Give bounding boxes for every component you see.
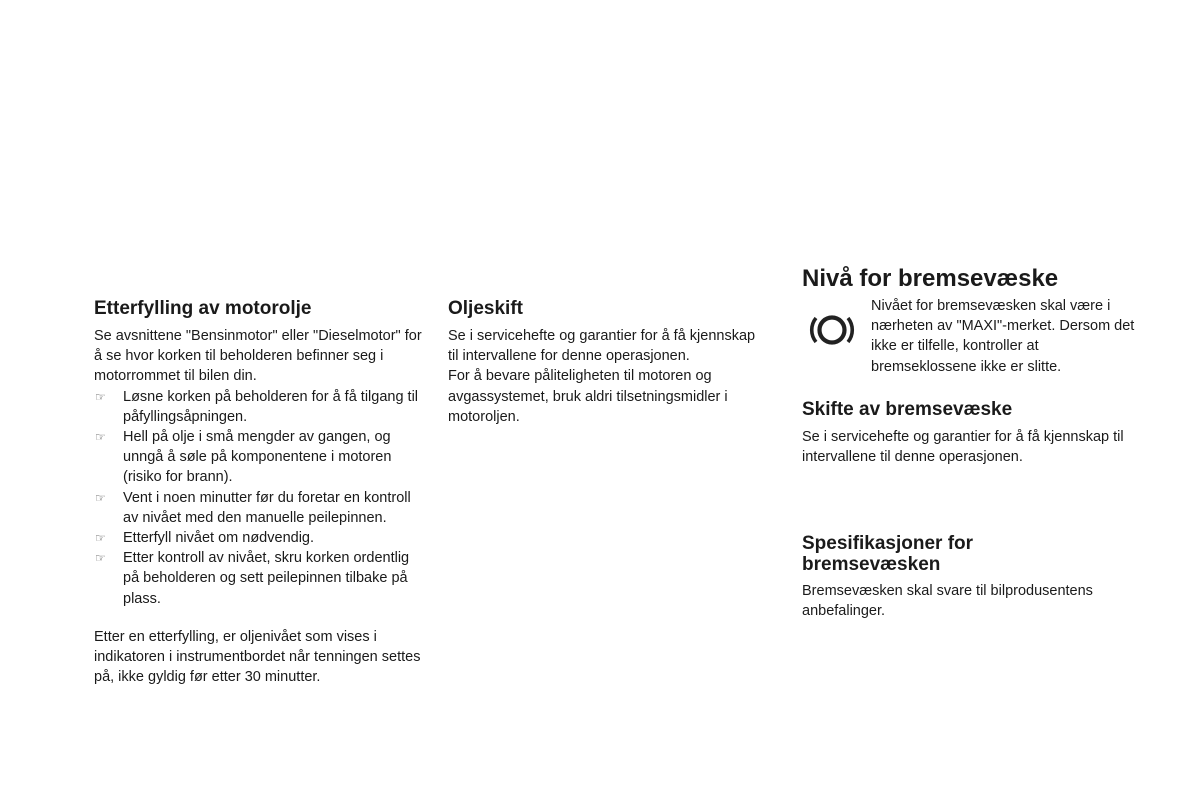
pointing-hand-icon: ☞ — [95, 531, 106, 546]
warning-block — [802, 296, 1147, 377]
list-item — [94, 488, 429, 528]
section-title: Oljeskift — [448, 298, 523, 319]
body-text: Se i servicehefte og garantier for å få kjennskap til intervallene for denne operasjonen. — [448, 328, 756, 365]
step-text: Hell på olje i små mengder av gangen, og unngå å søle på komponentene i motoren (risiko for brann). — [123, 429, 392, 486]
body-text: Bremsevæsken skal svare til bilprodusentens anbefalinger. — [802, 583, 1093, 620]
body-text: Nivået for bremsevæsken skal være i nærheten av "MAXI"-merket. Dersom det ikke er tilfelle, kontroller at bremseklossene ikke er slitte. — [871, 298, 1135, 375]
section-title: Skifte av bremsevæske — [802, 398, 1013, 420]
brake-fluid-column — [802, 264, 1147, 622]
section-title: Etterfylling av motorolje — [94, 298, 312, 319]
note-text: Etter en etterfylling, er oljenivået som vises i indikatoren i instrumentbordet når tenningen settes på, ikke gyldig før etter 30 minutter. — [94, 628, 421, 686]
steps-list — [94, 387, 429, 609]
spacer — [94, 609, 429, 627]
list-item — [94, 427, 429, 488]
pointing-hand-icon: ☞ — [95, 430, 106, 445]
brake-warning-icon — [802, 300, 862, 360]
list-item — [94, 387, 429, 427]
section-oil-change — [448, 298, 763, 427]
section-brake-fluid-spec — [802, 533, 1147, 621]
section-title — [802, 533, 1147, 575]
step-text: Vent i noen minutter før du foretar en kontroll av nivået med den manuelle peilepinnen. — [123, 489, 411, 526]
section-title-line: Spesifikasjoner for — [802, 533, 974, 555]
section-brake-fluid-change — [802, 399, 1147, 467]
step-text: Etter kontroll av nivået, skru korken ordentlig på beholderen og sett peilepinnen tilbake på plass. — [123, 550, 410, 607]
body-text: For å bevare påliteligheten til motoren og avgassystemet, bruk aldri tilsetningsmidler i motoroljen. — [448, 368, 728, 425]
section-engine-oil-topup — [94, 298, 429, 687]
list-item — [94, 548, 429, 609]
pointing-hand-icon: ☞ — [95, 551, 106, 566]
page-title: Nivå for bremsevæske — [802, 265, 1059, 292]
step-text: Etterfyll nivået om nødvendig. — [123, 530, 315, 547]
pointing-hand-icon: ☞ — [95, 389, 106, 404]
section-brake-fluid-level — [802, 264, 1147, 377]
body-text: Se i servicehefte og garantier for å få kjennskap til intervallene til denne operasjonen. — [802, 428, 1124, 466]
section-title-line: bremsevæsken — [802, 554, 941, 576]
pointing-hand-icon: ☞ — [95, 490, 106, 505]
list-item — [94, 528, 429, 548]
step-text: Løsne korken på beholderen for å få tilgang til påfyllingsåpningen. — [123, 388, 419, 425]
intro-text: Se avsnittene "Bensinmotor" eller "Dieselmotor" for å se hvor korken til beholderen befinner seg i motorrommet til bilen din. — [94, 328, 422, 385]
